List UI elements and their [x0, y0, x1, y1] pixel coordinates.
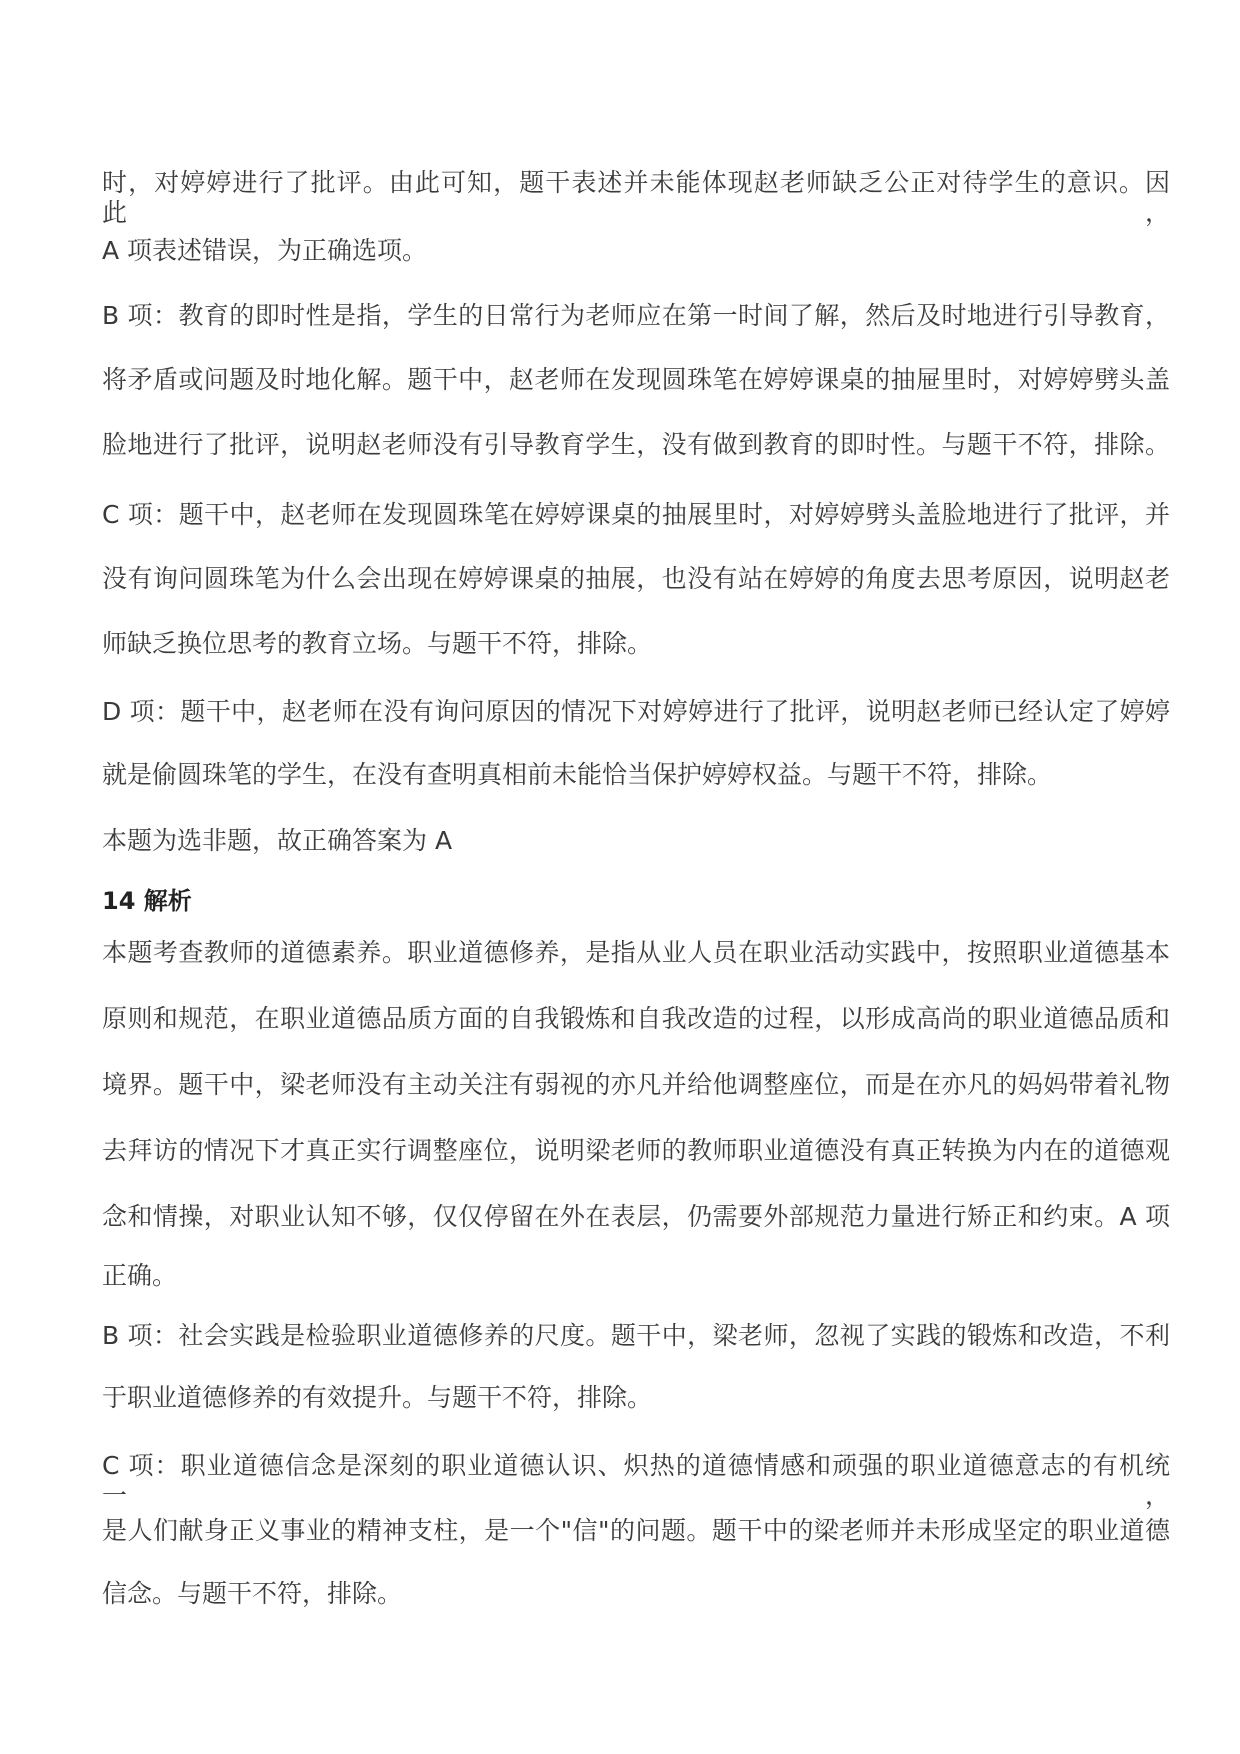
text-line: 去拜访的情况下才真正实行调整座位，说明梁老师的教师职业道德没有真正转换为内在的道德观	[102, 1136, 1170, 1165]
option-c-line: C 项：题干中，赵老师在发现圆珠笔在婷婷课桌的抽展里时，对婷婷劈头盖脸地进行了批评，并	[102, 500, 1170, 529]
text-line: 于职业道德修养的有效提升。与题干不符，排除。	[102, 1383, 653, 1412]
text-line: 本题考查教师的道德素养。职业道德修养，是指从业人员在职业活动实践中，按照职业道德基本	[102, 938, 1170, 967]
option-c-line: C 项：职业道德信念是深刻的职业道德认识、炽热的道德情感和顽强的职业道德意志的有机统一，	[102, 1451, 1170, 1510]
text-line: 时，对婷婷进行了批评。由此可知，题干表述并未能体现赵老师缺乏公正对待学生的意识。因此，	[102, 168, 1170, 227]
text-line: 师缺乏换位思考的教育立场。与题干不符，排除。	[102, 629, 653, 658]
text-line: 脸地进行了批评，说明赵老师没有引导教育学生，没有做到教育的即时性。与题干不符，排除。	[102, 430, 1170, 459]
section-heading: 14 解析	[102, 887, 192, 915]
option-d-line: D 项：题干中，赵老师在没有询问原因的情况下对婷婷进行了批评，说明赵老师已经认定了婷婷	[102, 697, 1170, 726]
text-line: A 项表述错误，为正确选项。	[102, 236, 428, 265]
answer-line: 本题为选非题，故正确答案为 A	[102, 826, 453, 855]
text-line: 念和情操，对职业认知不够，仅仅停留在外在表层，仍需要外部规范力量进行矫正和约束。A 项	[102, 1202, 1170, 1231]
text-line: 就是偷圆珠笔的学生，在没有查明真相前未能恰当保护婷婷权益。与题干不符，排除。	[102, 760, 1053, 789]
text-line: 正确。	[102, 1261, 178, 1290]
text-line: 原则和规范，在职业道德品质方面的自我锻炼和自我改造的过程，以形成高尚的职业道德品质和	[102, 1004, 1170, 1033]
option-b-line: B 项：社会实践是检验职业道德修养的尺度。题干中，梁老师，忽视了实践的锻炼和改造，不利	[102, 1321, 1170, 1350]
text-line: 境界。题干中，梁老师没有主动关注有弱视的亦凡并给他调整座位，而是在亦凡的妈妈带着礼物	[102, 1070, 1170, 1099]
text-line: 没有询问圆珠笔为什么会出现在婷婷课桌的抽展，也没有站在婷婷的角度去思考原因，说明赵老	[102, 564, 1170, 593]
text-line: 将矛盾或问题及时地化解。题干中，赵老师在发现圆珠笔在婷婷课桌的抽屉里时，对婷婷劈头盖	[102, 365, 1170, 394]
option-b-line: B 项：教育的即时性是指，学生的日常行为老师应在第一时间了解，然后及时地进行引导教育，	[102, 301, 1170, 330]
text-line: 是人们献身正义事业的精神支柱，是一个"信"的问题。题干中的梁老师并未形成坚定的职业道德	[102, 1516, 1170, 1545]
text-line: 信念。与题干不符，排除。	[102, 1579, 403, 1608]
